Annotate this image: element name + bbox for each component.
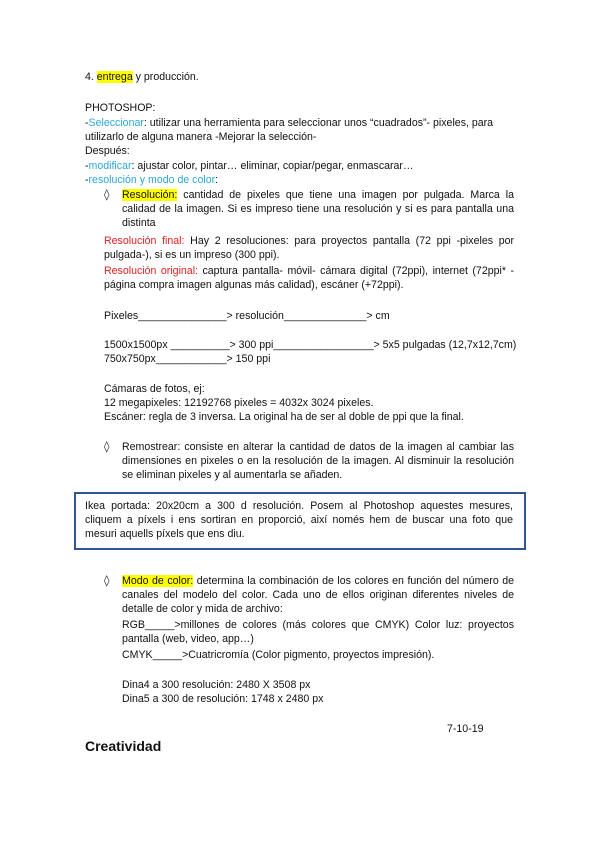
rgb-line: RGB_____>millones de colores (más colores que CMYK) Color luz: proyectos pantalla (web, video, app…) [122,619,514,645]
resolucion-paragraph: Resolución: cantidad de pixeles que tiene una imagen por pulgada. Marca la calidad de la imagen. Si es impreso tiene una resolución y si es para pantalla una distinta [122,189,514,229]
example-line-2: 750x750px____________> 150 ppi [104,353,271,365]
camaras-line: Cámaras de fotos, ej: [104,383,205,395]
pixeles-line: Pixeles_______________> resolución______________> cm [104,310,390,322]
section-heading: 4. entrega y producción. [85,71,199,83]
dina5-line: Dina5 a 300 de resolución: 1748 x 2480 px [122,693,324,705]
resolucion-original-paragraph: Resolución original: captura pantalla- móvil- cámara digital (72ppi), internet (72ppi* -página compra imagen algunas más calidad), escáner (+72ppi). [104,265,514,291]
diamond-bullet-icon: ◊ [104,440,110,453]
resolucion-modo-line: -resolución y modo de color: [85,174,219,186]
example-line-1: 1500x1500px __________> 300 ppi_________________> 5x5 pulgadas (12,7x12,7cm) [104,339,517,351]
despues-text: Después: [85,145,130,157]
modificar-line: -modificar: ajustar color, pintar… eliminar, copiar/pegar, enmascarar… [85,160,414,172]
cmyk-line: CMYK_____>Cuatricromía (Color pigmento, proyectos impresión). [122,649,435,661]
dina4-line: Dina4 a 300 resolución: 2480 X 3508 px [122,679,311,691]
creatividad-heading: Creatividad [85,738,162,754]
date-text: 7-10-19 [447,723,484,735]
diamond-bullet-icon: ◊ [104,574,110,587]
resolucion-final-paragraph: Resolución final: Hay 2 resoluciones: para proyectos pantalla (72 ppi -pixeles por pulgada-), si es un impreso (300 ppi). [104,235,515,261]
seleccionar-line: -Seleccionar: utilizar una herramienta para seleccionar unos “cuadrados”- pixeles, para [85,117,494,129]
megapixeles-line: 12 megapixeles: 12192768 pixeles = 4032x 3024 pixeles. [104,397,374,409]
note-box-text: Ikea portada: 20x20cm a 300 d resolución. Posem al Photoshop aquestes mesures, cliquem a píxels i ens sortiran en proporció, així només hem de buscar una foto que mesuri aquells píxels que ens diu. [85,500,513,540]
remostrear-paragraph: Remostrear: consiste en alterar la cantidad de datos de la imagen al cambiar las dimensiones en pixeles o en la resolución de la imagen. Al disminuir la resolución se eliminan pixeles y al aumentarla se añaden. [122,441,514,481]
seleccionar-line-2: utilizarlo de alguna manera -Mejorar la selección- [85,131,317,143]
modo-color-paragraph: Modo de color: determina la combinación de los colores en función del número de canales del modelo del color. Cada uno de ellos originan diferentes niveles de detalle de color y mida de archivo: [122,575,515,615]
diamond-bullet-icon: ◊ [104,188,110,201]
escaner-line: Escáner: regla de 3 inversa. La original ha de ser al doble de ppi que la final. [104,411,464,423]
photoshop-title: PHOTOSHOP: [85,102,156,114]
